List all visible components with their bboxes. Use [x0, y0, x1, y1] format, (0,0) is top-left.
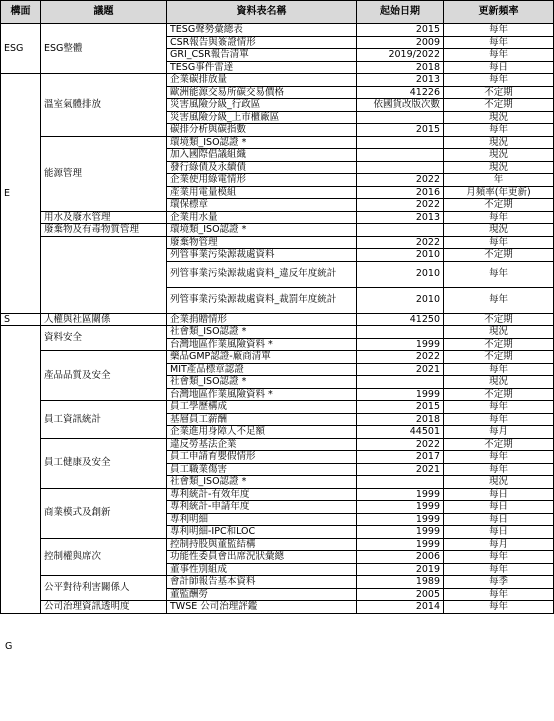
- topic-cell: 人權與社區關係: [41, 313, 167, 326]
- start-date-cell: 2022: [357, 438, 444, 451]
- frequency-cell: 每年: [444, 236, 554, 249]
- frequency-cell: 每季: [444, 576, 554, 589]
- start-date-cell: [357, 224, 444, 237]
- table-name-cell: TESG事件雷達: [167, 61, 357, 74]
- frequency-cell: 不定期: [444, 438, 554, 451]
- table-name-cell: 專利明細: [167, 513, 357, 526]
- start-date-cell: 2005: [357, 588, 444, 601]
- start-date-cell: 1989: [357, 576, 444, 589]
- start-date-cell: 2018: [357, 413, 444, 426]
- table-name-cell: 專利統計-有效年度: [167, 488, 357, 501]
- table-name-cell: 違反勞基法企業: [167, 438, 357, 451]
- frequency-cell: 每年: [444, 49, 554, 62]
- start-date-cell: 2010: [357, 249, 444, 262]
- frequency-cell: 每年: [444, 551, 554, 564]
- topic-cell: 員工資訊統計: [41, 401, 167, 439]
- frequency-cell: 現況: [444, 476, 554, 489]
- table-row: [1, 136, 554, 149]
- header-dimension: 構面: [1, 1, 41, 24]
- start-date-cell: 2019/2022: [357, 49, 444, 62]
- start-date-cell: 2015: [357, 401, 444, 414]
- table-name-cell: 加入國際倡議組織: [167, 149, 357, 162]
- topic-cell: 控制權與席次: [41, 538, 167, 576]
- table-name-cell: 員工學歷構成: [167, 401, 357, 414]
- topic-cell: 能源管理: [41, 136, 167, 211]
- table-name-cell: 歐洲能源交易所碳交易價格: [167, 86, 357, 99]
- topic-cell: 公平對待利害關係人: [41, 576, 167, 601]
- table-row: [1, 74, 554, 87]
- frequency-cell: 每年: [444, 124, 554, 137]
- frequency-cell: 不定期: [444, 388, 554, 401]
- table-name-cell: 台灣地區作業風險資料 *: [167, 338, 357, 351]
- start-date-cell: 2009: [357, 36, 444, 49]
- table-name-cell: 功能性委員會出席況狀彙總: [167, 551, 357, 564]
- start-date-cell: [357, 149, 444, 162]
- frequency-cell: 現況: [444, 136, 554, 149]
- frequency-cell: 不定期: [444, 338, 554, 351]
- table-name-cell: 碳排分析與碳指數: [167, 124, 357, 137]
- table-name-cell: 董事性別組成: [167, 563, 357, 576]
- table-name-cell: 環境類_ISO認證 *: [167, 136, 357, 149]
- topic-cell: 商業模式及創新: [41, 488, 167, 538]
- table-name-cell: 控制持股與董監結構: [167, 538, 357, 551]
- topic-cell: 資料安全: [41, 326, 167, 351]
- dimension-cell: S: [1, 313, 41, 326]
- start-date-cell: 2015: [357, 24, 444, 37]
- start-date-cell: 2019: [357, 563, 444, 576]
- table-row: [1, 236, 554, 249]
- start-date-cell: 1999: [357, 538, 444, 551]
- table-name-cell: 廢棄物管理: [167, 236, 357, 249]
- start-date-cell: 2017: [357, 451, 444, 464]
- frequency-cell: 每月: [444, 538, 554, 551]
- start-date-cell: 1999: [357, 488, 444, 501]
- table-name-cell: 專利統計-申請年度: [167, 501, 357, 514]
- frequency-cell: 現況: [444, 149, 554, 162]
- start-date-cell: 41250: [357, 313, 444, 326]
- table-row: [1, 313, 554, 326]
- header-row: [1, 1, 554, 24]
- start-date-cell: 2021: [357, 363, 444, 376]
- topic-cell: 公司治理資訊透明度: [41, 601, 167, 614]
- frequency-cell: 月頻率(年更新): [444, 186, 554, 199]
- start-date-cell: [357, 136, 444, 149]
- frequency-cell: 每年: [444, 451, 554, 464]
- frequency-cell: 每年: [444, 211, 554, 224]
- frequency-cell: 每年: [444, 463, 554, 476]
- table-name-cell: 列管事業污染源裁處資料: [167, 249, 357, 262]
- start-date-cell: 44501: [357, 426, 444, 439]
- start-date-cell: [357, 376, 444, 389]
- table-name-cell: 列管事業污染源裁處資料_違反年度統計: [167, 261, 357, 287]
- dimension-cell: ESG: [1, 24, 41, 74]
- table-name-cell: 環境類_ISO認證 *: [167, 224, 357, 237]
- dimension-label-g: G: [5, 641, 13, 652]
- frequency-cell: 年: [444, 174, 554, 187]
- table-name-cell: 社會類_ISO認證 *: [167, 376, 357, 389]
- table-name-cell: 員工申請育嬰假情形: [167, 451, 357, 464]
- frequency-cell: 不定期: [444, 351, 554, 364]
- table-name-cell: 列管事業污染源裁處資料_裁罰年度統計: [167, 287, 357, 313]
- table-name-cell: 董監酬勞: [167, 588, 357, 601]
- table-name-cell: 災害風險分級_上市櫃廠區: [167, 111, 357, 124]
- frequency-cell: 現況: [444, 111, 554, 124]
- start-date-cell: 1999: [357, 501, 444, 514]
- table-row: [1, 576, 554, 589]
- frequency-cell: 每年: [444, 287, 554, 313]
- table-name-cell: 企業使用綠電情形: [167, 174, 357, 187]
- frequency-cell: 每年: [444, 588, 554, 601]
- start-date-cell: 1999: [357, 388, 444, 401]
- start-date-cell: 1999: [357, 513, 444, 526]
- table-name-cell: TWSE 公司治理評鑑: [167, 601, 357, 614]
- start-date-cell: 2021: [357, 463, 444, 476]
- start-date-cell: 1999: [357, 526, 444, 539]
- topic-cell: [41, 236, 167, 313]
- table-name-cell: GRI_CSR報告清單: [167, 49, 357, 62]
- frequency-cell: 每日: [444, 501, 554, 514]
- start-date-cell: 2022: [357, 174, 444, 187]
- frequency-cell: 不定期: [444, 86, 554, 99]
- table-row: [1, 211, 554, 224]
- start-date-cell: 依國貨改版次數: [357, 99, 444, 112]
- table-name-cell: TESG聲勢彙總表: [167, 24, 357, 37]
- start-date-cell: 2006: [357, 551, 444, 564]
- frequency-cell: 每年: [444, 401, 554, 414]
- frequency-cell: 每日: [444, 513, 554, 526]
- frequency-cell: 不定期: [444, 99, 554, 112]
- start-date-cell: 41226: [357, 86, 444, 99]
- frequency-cell: 每年: [444, 36, 554, 49]
- table-row: [1, 488, 554, 501]
- start-date-cell: 2022: [357, 236, 444, 249]
- table-name-cell: 災害風險分級_行政區: [167, 99, 357, 112]
- dimension-cell-blank: [1, 326, 41, 614]
- table-name-cell: 基層員工薪酬: [167, 413, 357, 426]
- table-name-cell: 藥品GMP認證-廠商清單: [167, 351, 357, 364]
- start-date-cell: [357, 326, 444, 339]
- table-name-cell: 產業用電量模組: [167, 186, 357, 199]
- frequency-cell: 每年: [444, 261, 554, 287]
- frequency-cell: 每日: [444, 61, 554, 74]
- table-row: [1, 326, 554, 339]
- start-date-cell: 1999: [357, 338, 444, 351]
- frequency-cell: 不定期: [444, 249, 554, 262]
- start-date-cell: 2022: [357, 199, 444, 212]
- start-date-cell: [357, 111, 444, 124]
- start-date-cell: 2010: [357, 287, 444, 313]
- table-name-cell: 社會類_ISO認證 *: [167, 326, 357, 339]
- topic-cell: 產品品質及安全: [41, 351, 167, 401]
- start-date-cell: 2010: [357, 261, 444, 287]
- table-row: [1, 601, 554, 614]
- table-name-cell: MIT產品標章認證: [167, 363, 357, 376]
- start-date-cell: 2013: [357, 211, 444, 224]
- header-update-frequency: 更新頻率: [444, 1, 554, 24]
- table-row: [1, 401, 554, 414]
- header-start-date: 起始日期: [357, 1, 444, 24]
- start-date-cell: [357, 161, 444, 174]
- frequency-cell: 現況: [444, 376, 554, 389]
- topic-cell: 溫室氣體排放: [41, 74, 167, 137]
- start-date-cell: 2015: [357, 124, 444, 137]
- topic-cell: 用水及廢水管理: [41, 211, 167, 224]
- table-name-cell: 專利明細-IPC和LOC: [167, 526, 357, 539]
- dimension-cell: E: [1, 74, 41, 314]
- topic-cell: ESG整體: [41, 24, 167, 74]
- frequency-cell: 現況: [444, 326, 554, 339]
- table-row: [1, 24, 554, 37]
- start-date-cell: 2016: [357, 186, 444, 199]
- frequency-cell: 每年: [444, 563, 554, 576]
- table-row: [1, 224, 554, 237]
- table-name-cell: 企業捐贈情形: [167, 313, 357, 326]
- frequency-cell: 每月: [444, 426, 554, 439]
- table-name-cell: 發行綠債及永續債: [167, 161, 357, 174]
- start-date-cell: 2013: [357, 74, 444, 87]
- table-name-cell: 員工職業傷害: [167, 463, 357, 476]
- table-row: [1, 351, 554, 364]
- start-date-cell: [357, 476, 444, 489]
- table-name-cell: CSR報告與簽證情形: [167, 36, 357, 49]
- frequency-cell: 每年: [444, 413, 554, 426]
- table-name-cell: 企業碳排放量: [167, 74, 357, 87]
- table-name-cell: 台灣地區作業風險資料 *: [167, 388, 357, 401]
- table-name-cell: 環保標章: [167, 199, 357, 212]
- table-name-cell: 企業進用身障人不足額: [167, 426, 357, 439]
- frequency-cell: 每年: [444, 24, 554, 37]
- table-row: [1, 438, 554, 451]
- table-name-cell: 社會類_ISO認證 *: [167, 476, 357, 489]
- frequency-cell: 不定期: [444, 199, 554, 212]
- frequency-cell: 每年: [444, 74, 554, 87]
- frequency-cell: 現況: [444, 224, 554, 237]
- header-topic: 議題: [41, 1, 167, 24]
- start-date-cell: 2018: [357, 61, 444, 74]
- frequency-cell: 每日: [444, 526, 554, 539]
- topic-cell: 員工健康及安全: [41, 438, 167, 488]
- frequency-cell: 每年: [444, 363, 554, 376]
- start-date-cell: 2022: [357, 351, 444, 364]
- topic-cell: 廢棄物及有毒物質管理: [41, 224, 167, 237]
- table-name-cell: 企業用水量: [167, 211, 357, 224]
- table-row: [1, 538, 554, 551]
- table-name-cell: 會計師報告基本資料: [167, 576, 357, 589]
- frequency-cell: 每年: [444, 601, 554, 614]
- start-date-cell: 2014: [357, 601, 444, 614]
- frequency-cell: 不定期: [444, 313, 554, 326]
- header-table-name: 資料表名稱: [167, 1, 357, 24]
- frequency-cell: 每日: [444, 488, 554, 501]
- frequency-cell: 現況: [444, 161, 554, 174]
